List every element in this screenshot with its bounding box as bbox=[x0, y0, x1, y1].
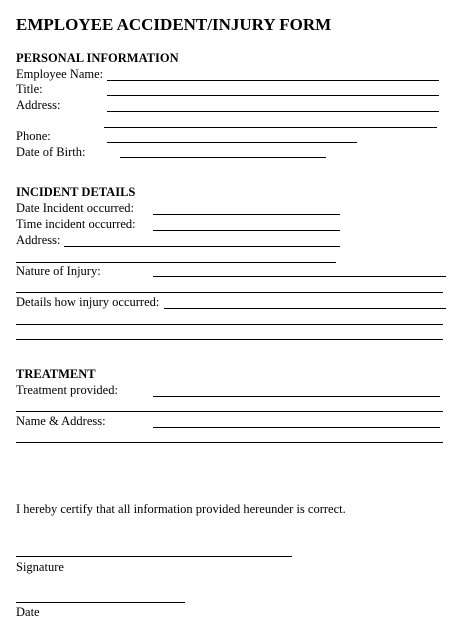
incident-time-label: Time incident occurred: bbox=[16, 217, 136, 231]
certification-statement: I hereby certify that all information provided hereunder is correct. bbox=[16, 502, 346, 516]
address-field-line-2[interactable] bbox=[104, 127, 437, 128]
title-label: Title: bbox=[16, 82, 43, 96]
treatment-heading: TREATMENT bbox=[16, 367, 96, 381]
personal-info-heading: PERSONAL INFORMATION bbox=[16, 51, 179, 65]
incident-address-label: Address: bbox=[16, 233, 61, 247]
signature-label: Signature bbox=[16, 560, 64, 574]
incident-details-heading: INCIDENT DETAILS bbox=[16, 185, 136, 199]
treatment-provided-field-line-1[interactable] bbox=[153, 396, 440, 397]
treatment-provided-field-line-2[interactable] bbox=[16, 411, 443, 412]
injury-details-field-line-2[interactable] bbox=[16, 324, 443, 325]
injury-details-label: Details how injury occurred: bbox=[16, 295, 160, 309]
incident-date-field[interactable] bbox=[153, 214, 340, 215]
injury-details-field-line-1[interactable] bbox=[164, 308, 446, 309]
dob-field[interactable] bbox=[120, 157, 326, 158]
nature-of-injury-field-line-1[interactable] bbox=[153, 276, 446, 277]
employee-name-field[interactable] bbox=[107, 80, 439, 81]
employee-name-label: Employee Name: bbox=[16, 67, 104, 81]
treatment-provided-label: Treatment provided: bbox=[16, 383, 118, 397]
signature-field[interactable] bbox=[16, 556, 292, 557]
phone-field[interactable] bbox=[107, 142, 357, 143]
incident-address-field-line-1[interactable] bbox=[64, 246, 340, 247]
address-label: Address: bbox=[16, 98, 61, 112]
address-field-line-1[interactable] bbox=[107, 111, 439, 112]
incident-address-field-line-2[interactable] bbox=[16, 262, 336, 263]
title-field[interactable] bbox=[107, 95, 439, 96]
incident-date-label: Date Incident occurred: bbox=[16, 201, 134, 215]
injury-details-field-line-3[interactable] bbox=[16, 339, 443, 340]
form-title: EMPLOYEE ACCIDENT/INJURY FORM bbox=[16, 15, 332, 34]
nature-of-injury-label: Nature of Injury: bbox=[16, 264, 101, 278]
date-label: Date bbox=[16, 605, 40, 619]
incident-time-field[interactable] bbox=[153, 230, 340, 231]
phone-label: Phone: bbox=[16, 129, 51, 143]
date-field[interactable] bbox=[16, 602, 185, 603]
name-address-label: Name & Address: bbox=[16, 414, 106, 428]
nature-of-injury-field-line-2[interactable] bbox=[16, 292, 443, 293]
dob-label: Date of Birth: bbox=[16, 145, 86, 159]
name-address-field-line-2[interactable] bbox=[16, 442, 443, 443]
name-address-field-line-1[interactable] bbox=[153, 427, 440, 428]
